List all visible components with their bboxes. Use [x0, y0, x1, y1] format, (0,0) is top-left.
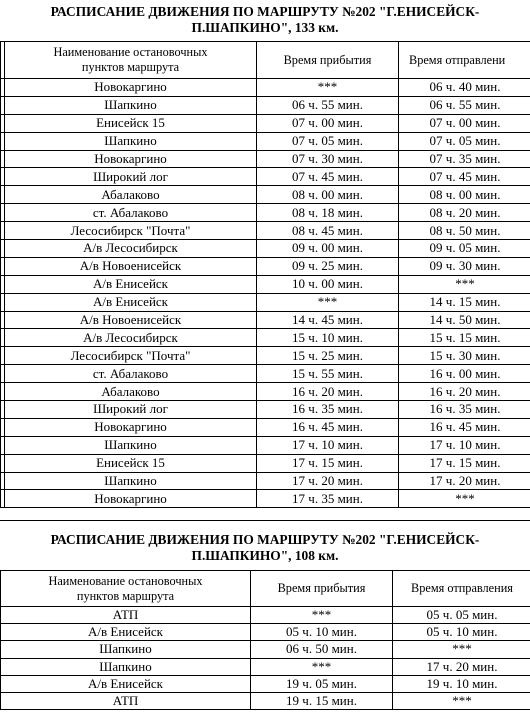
table-row	[1, 607, 530, 624]
departure-time-cell: 16 ч. 20 мин.	[399, 383, 530, 401]
table-row	[1, 293, 530, 311]
arrival-time-cell: 08 ч. 00 мин.	[257, 186, 399, 204]
table-row	[1, 275, 530, 293]
table-row	[1, 675, 530, 692]
table-row	[1, 490, 530, 508]
table-row	[1, 150, 530, 168]
arrival-time-cell: 19 ч. 15 мин.	[251, 692, 393, 709]
arrival-time-cell: 16 ч. 20 мин.	[257, 383, 399, 401]
stop-name-cell: А/в Лесосибирск	[5, 240, 257, 258]
header-stop-name-line2: пунктов маршрута	[76, 588, 175, 603]
departure-time-cell: 17 ч. 15 мин.	[399, 454, 530, 472]
arrival-time-cell: ***	[257, 79, 399, 97]
stop-name-cell: А/в Новоенисейск	[5, 311, 257, 329]
schedule-title-2-line1: РАСПИСАНИЕ ДВИЖЕНИЯ ПО МАРШРУТУ №202 "Г.ЕНИСЕЙСК-	[50, 532, 480, 547]
arrival-time-cell: 17 ч. 20 мин.	[257, 472, 399, 490]
header-departure: Время отправления	[393, 571, 530, 607]
stop-name-cell: Широкий лог	[5, 401, 257, 419]
arrival-time-cell: 08 ч. 18 мин.	[257, 204, 399, 222]
table-row	[1, 418, 530, 436]
table-row	[1, 311, 530, 329]
stop-name-cell: А/в Енисейск	[5, 293, 257, 311]
stop-name-cell: Новокаргино	[5, 418, 257, 436]
arrival-time-cell: 07 ч. 05 мин.	[257, 132, 399, 150]
arrival-time-cell: ***	[251, 607, 393, 624]
table-row	[1, 401, 530, 419]
stop-name-cell: Шапкино	[5, 132, 257, 150]
table-row	[1, 329, 530, 347]
departure-time-cell: 06 ч. 40 мин.	[399, 79, 530, 97]
arrival-time-cell: 19 ч. 05 мин.	[251, 675, 393, 692]
stop-name-cell: АТП	[1, 607, 251, 624]
arrival-time-cell: 15 ч. 10 мин.	[257, 329, 399, 347]
arrival-time-cell: 16 ч. 35 мин.	[257, 401, 399, 419]
departure-time-cell: ***	[399, 275, 530, 293]
stop-name-cell: Шапкино	[1, 658, 251, 675]
departure-time-cell: 16 ч. 45 мин.	[399, 418, 530, 436]
departure-time-cell: 07 ч. 00 мин.	[399, 114, 530, 132]
table-row	[1, 454, 530, 472]
arrival-time-cell: ***	[257, 293, 399, 311]
table-row	[1, 365, 530, 383]
schedule-title-1-line2: П.ШАПКИНО", 133 км.	[191, 20, 339, 35]
stop-name-cell: А/в Енисейск	[1, 624, 251, 641]
departure-time-cell: 17 ч. 20 мин.	[399, 472, 530, 490]
table-row	[1, 114, 530, 132]
departure-time-cell: 08 ч. 20 мин.	[399, 204, 530, 222]
departure-time-cell: 14 ч. 15 мин.	[399, 293, 530, 311]
schedule-table-1	[0, 41, 530, 508]
arrival-time-cell: 17 ч. 15 мин.	[257, 454, 399, 472]
arrival-time-cell: 08 ч. 45 мин.	[257, 222, 399, 240]
stop-name-cell: А/в Енисейск	[1, 675, 251, 692]
stop-name-cell: Лесосибирск "Почта"	[5, 347, 257, 365]
departure-time-cell: ***	[393, 692, 530, 709]
table-row	[1, 383, 530, 401]
stop-name-cell: Лесосибирск "Почта"	[5, 222, 257, 240]
schedule-title-1-line1: РАСПИСАНИЕ ДВИЖЕНИЯ ПО МАРШРУТУ №202 "Г.ЕНИСЕЙСК-	[50, 4, 480, 19]
stop-name-cell: А/в Енисейск	[5, 275, 257, 293]
table-row	[1, 472, 530, 490]
stop-name-cell: ст. Абалаково	[5, 204, 257, 222]
departure-time-cell: 07 ч. 05 мин.	[399, 132, 530, 150]
departure-time-cell: ***	[393, 641, 530, 658]
header-stop-name	[1, 571, 251, 607]
header-stop-name-line2: пунктов маршрута	[81, 60, 180, 74]
table-row	[1, 436, 530, 454]
table-row	[1, 624, 530, 641]
arrival-time-cell: 17 ч. 10 мин.	[257, 436, 399, 454]
table-row	[1, 168, 530, 186]
departure-time-cell: 14 ч. 50 мин.	[399, 311, 530, 329]
arrival-time-cell: 09 ч. 00 мин.	[257, 240, 399, 258]
arrival-time-cell: 07 ч. 30 мин.	[257, 150, 399, 168]
stop-name-cell: А/в Лесосибирск	[5, 329, 257, 347]
header-arrival: Время прибытия	[251, 571, 393, 607]
departure-time-cell: 17 ч. 20 мин.	[393, 658, 530, 675]
stop-name-cell: Енисейск 15	[5, 454, 257, 472]
departure-time-cell: ***	[399, 490, 530, 508]
stop-name-cell: Новокаргино	[5, 150, 257, 168]
departure-time-cell: 05 ч. 05 мин.	[393, 607, 530, 624]
schedule-title-2	[0, 532, 530, 564]
stop-name-cell: Шапкино	[5, 96, 257, 114]
arrival-time-cell: 05 ч. 10 мин.	[251, 624, 393, 641]
table-row	[1, 79, 530, 97]
schedule-title-1	[0, 4, 530, 36]
schedule-table-2	[0, 570, 530, 710]
header-departure: Время отправлени	[399, 42, 530, 79]
table-row	[1, 186, 530, 204]
table-row	[1, 257, 530, 275]
arrival-time-cell: 15 ч. 55 мин.	[257, 365, 399, 383]
table-row	[1, 240, 530, 258]
arrival-time-cell: 15 ч. 25 мин.	[257, 347, 399, 365]
header-stop-name-line1: Наименование остановочных	[48, 573, 203, 588]
header-arrival: Время прибытия	[257, 42, 399, 79]
departure-time-cell: 09 ч. 30 мин.	[399, 257, 530, 275]
stop-name-cell: Енисейск 15	[5, 114, 257, 132]
table-row	[1, 347, 530, 365]
stop-name-cell: Абалаково	[5, 186, 257, 204]
stop-name-cell: Широкий лог	[5, 168, 257, 186]
departure-time-cell: 15 ч. 30 мин.	[399, 347, 530, 365]
arrival-time-cell: 14 ч. 45 мин.	[257, 311, 399, 329]
departure-time-cell: 08 ч. 50 мин.	[399, 222, 530, 240]
header-stop-name-line1: Наименование остановочных	[53, 45, 208, 59]
arrival-time-cell: 06 ч. 55 мин.	[257, 96, 399, 114]
table-row	[1, 96, 530, 114]
departure-time-cell: 15 ч. 15 мин.	[399, 329, 530, 347]
table-row	[1, 692, 530, 709]
departure-time-cell: 19 ч. 10 мин.	[393, 675, 530, 692]
table-header-row	[1, 42, 530, 79]
table-header-row	[1, 571, 530, 607]
arrival-time-cell: 09 ч. 25 мин.	[257, 257, 399, 275]
table-row	[1, 222, 530, 240]
arrival-time-cell: ***	[251, 658, 393, 675]
table-row	[1, 641, 530, 658]
schedule-title-2-line2: П.ШАПКИНО", 108 км.	[191, 548, 339, 563]
arrival-time-cell: 06 ч. 50 мин.	[251, 641, 393, 658]
stop-name-cell: Шапкино	[5, 472, 257, 490]
stop-name-cell: АТП	[1, 692, 251, 709]
stop-name-cell: Новокаргино	[5, 490, 257, 508]
departure-time-cell: 17 ч. 10 мин.	[399, 436, 530, 454]
table-row	[1, 658, 530, 675]
stop-name-cell: Абалаково	[5, 383, 257, 401]
departure-time-cell: 05 ч. 10 мин.	[393, 624, 530, 641]
arrival-time-cell: 07 ч. 00 мин.	[257, 114, 399, 132]
stop-name-cell: Шапкино	[1, 641, 251, 658]
departure-time-cell: 06 ч. 55 мин.	[399, 96, 530, 114]
section-divider	[0, 520, 530, 521]
arrival-time-cell: 17 ч. 35 мин.	[257, 490, 399, 508]
departure-time-cell: 07 ч. 35 мин.	[399, 150, 530, 168]
stop-name-cell: Новокаргино	[5, 79, 257, 97]
departure-time-cell: 16 ч. 00 мин.	[399, 365, 530, 383]
departure-time-cell: 07 ч. 45 мин.	[399, 168, 530, 186]
header-stop-name	[5, 42, 257, 79]
stop-name-cell: А/в Новоенисейск	[5, 257, 257, 275]
departure-time-cell: 16 ч. 35 мин.	[399, 401, 530, 419]
stop-name-cell: Шапкино	[5, 436, 257, 454]
arrival-time-cell: 07 ч. 45 мин.	[257, 168, 399, 186]
stop-name-cell: ст. Абалаково	[5, 365, 257, 383]
arrival-time-cell: 10 ч. 00 мин.	[257, 275, 399, 293]
departure-time-cell: 09 ч. 05 мин.	[399, 240, 530, 258]
departure-time-cell: 08 ч. 00 мин.	[399, 186, 530, 204]
table-row	[1, 132, 530, 150]
arrival-time-cell: 16 ч. 45 мин.	[257, 418, 399, 436]
table-row	[1, 204, 530, 222]
